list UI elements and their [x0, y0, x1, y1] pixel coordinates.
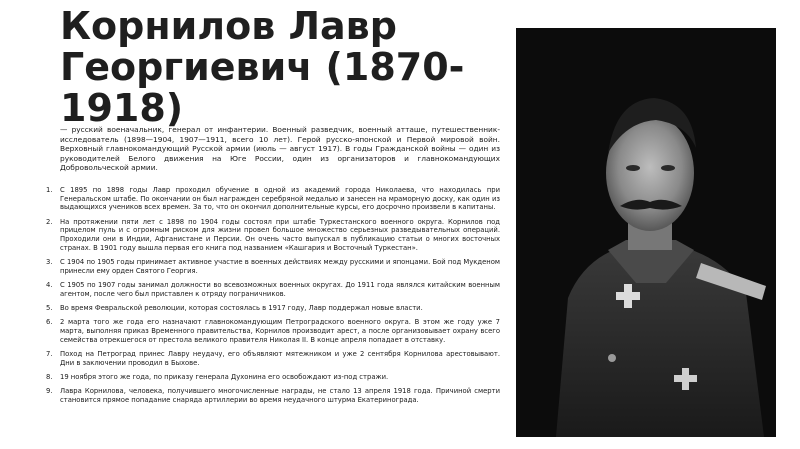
list-item-text: 19 ноября этого же года, по приказу генерала Духонина его освобождают из-под стражи.	[60, 373, 389, 382]
list-item	[46, 318, 500, 344]
list-item	[46, 373, 500, 382]
list-item	[46, 304, 500, 313]
list-item	[46, 350, 500, 367]
list-item	[46, 186, 500, 212]
list-item	[46, 387, 500, 404]
biography-list	[46, 186, 500, 410]
portrait-illustration	[516, 28, 776, 437]
slide-title: Корнилов Лавр Георгиевич (1870-1918)	[60, 4, 465, 130]
list-item-number: 1.	[46, 186, 53, 194]
list-item-number: 8.	[46, 373, 53, 382]
list-item-number: 5.	[46, 304, 53, 313]
list-item-number: 3.	[46, 258, 53, 267]
right-eye	[661, 165, 675, 171]
list-item-text: С 1904 по 1905 годы принимает активное участие в военных действиях между русскими и японцами. Бой под Мукденом принесли ему орден Святого Георгия.	[60, 258, 500, 275]
uniform-button	[608, 354, 616, 362]
left-eye	[626, 165, 640, 171]
list-item-number: 2.	[46, 217, 53, 226]
intro-paragraph: — русский военачальник, генерал от инфантерии. Военный разведчик, военный атташе, путешественник-исследователь (1898—1904, 1907—1911, всего 10 лет). Герой русско-японской и Первой мировой войн. Верховный главнокомандующий Русской армии (июль — август 1917). В годы Гражданской войны — один из руководителей Белого движения на Юге России, один из организаторов и главнокомандующих Добровольческой армии.	[60, 125, 500, 173]
list-item-number: 7.	[46, 350, 53, 359]
list-item	[46, 218, 500, 253]
list-item-text: Поход на Петроград принес Лавру неудачу, его объявляют мятежником и уже 2 сентября Корнилова арестовывают. Дни в заключении проводил в Быхове.	[60, 350, 500, 367]
list-item-number: 6.	[46, 318, 53, 327]
list-item	[46, 281, 500, 298]
list-item	[46, 258, 500, 275]
list-item-number: 4.	[46, 281, 53, 290]
list-item-text: 2 марта того же года его назначают главнокомандующим Петроградского военного округа. В этом же году уже 7 марта, выполняя приказ Временного правительства, Корнилов производит арест, а после организовывает охрану всего семейства отрекшегося от престола великого правителя Николая II. В конце апреля попадает в отставку.	[60, 318, 500, 344]
list-item-text: С 1895 по 1898 годы Лавр проходил обучение в одной из академий города Николаева, что находилась при Генеральском штабе. По окончании он был награжден серебряной медалью и занесен на мраморную доску, как один из выдающихся учеников всех времен. За то, что он окончил дополнительные курсы, его досрочно произвели в капитаны.	[60, 186, 500, 212]
list-item-text: С 1905 по 1907 годы занимал должности во всевозможных военных округах. До 1911 года являлся китайским военным агентом, после чего был приставлен к отряду пограничников.	[60, 281, 500, 298]
list-item-text: Во время Февральской революции, которая состоялась в 1917 году, Лавр поддержал новые власти.	[60, 304, 423, 313]
list-item-text: Лавра Корнилова, человека, получившего многочисленные награды, не стало 13 апреля 1918 года. Причиной смерти становится прямое попадание снаряда артиллерии во время неудачного штурма Екатеринограда.	[60, 387, 500, 405]
list-item-number: 9.	[46, 387, 53, 396]
list-item-text: На протяжении пяти лет с 1898 по 1904 годы состоял при штабе Туркестанского военного округа. Корнилов под прицелом пуль и с огромным риском для жизни провел большое множество серьезных разведывательных операций. Проходили они в Индии, Афганистане и Персии. Он очень часто выпускал в публикацию статьи о многих восточных странах. В 1901 году вышла первая его книга под названием «Кашгария и Восточный Туркестан».	[60, 217, 500, 252]
portrait-photo	[516, 28, 776, 437]
